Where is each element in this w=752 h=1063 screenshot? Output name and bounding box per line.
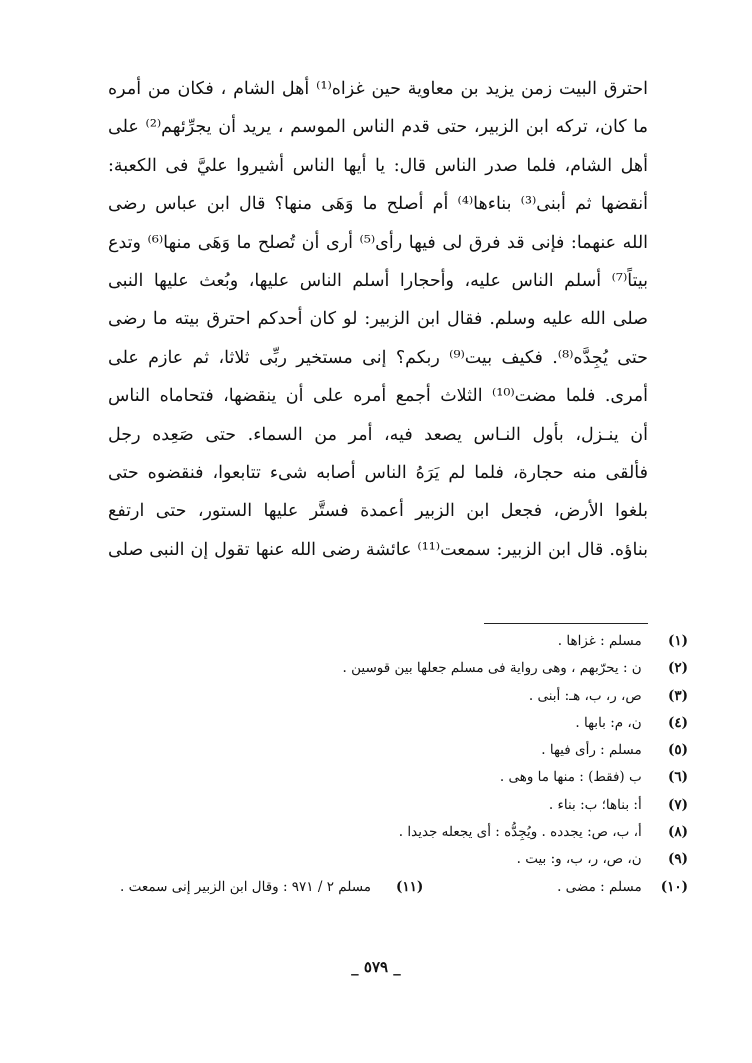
footnote-text: مسلم ٢ / ٩٧١ : وقال ابن الزبير إنى سمعت . [120,878,371,895]
footnote [120,874,688,901]
text-line: احترق البيت زمن يزيد بن معاوية حين غزاه⁽¹⁾ أهل الشام ، فكان من أمره [108,79,648,99]
footnote-number: (٩) [667,851,688,868]
text-line: ما كان، تركه ابن الزبير، حتى قدم الناس الموسم ، يريد أن يجرِّئهم⁽²⁾ على [108,117,648,138]
footnote [120,683,688,710]
footnote [120,710,688,737]
footnote-number: (٣) [667,687,688,704]
text-line: بناؤه. قال ابن الزبير: سمعت⁽¹¹⁾ عائشة رضى الله عنها تقول إن النبى صلى [108,539,648,560]
text-line: الله عنهما: فإنى قد فرق لى فيها رأى⁽⁵⁾ أرى أن تُصلح ما وَهَى منها⁽⁶⁾ وتدع [108,232,648,253]
footnote-text: ن : يحرّبهم ، وهى رواية فى مسلم جعلها بين قوسين . [342,660,642,677]
footnote-text: مسلم : مضى . [557,878,642,895]
text-line: بلغوا الأرض، فجعل ابن الزبير أعمدة فستَّر عليها الستور، حتى ارتفع [108,501,648,522]
footnote-number: (١) [667,633,688,649]
footnote-text: مسلم : غزاها . [557,633,642,649]
footnote-11 [120,874,423,901]
text-line: أمرى. فلما مضت⁽¹⁰⁾ الثلاث أجمع أمره على أن ينقضها، فتحاماه الناس [108,386,648,407]
text-line: بيتاً⁽⁷⁾ أسلم الناس عليه، وأحجارا أسلم الناس عليها، وبُعث عليها النبى [108,270,648,291]
text-line: فألقى منه حجارة، فلما لم يَرَهُ الناس أصابه شىء تتابعوا، فنقضوه حتى [108,462,648,483]
footnote-text: ن، ص، ر، ب، و: بيت . [516,851,642,868]
footnote-divider [484,623,648,624]
text-line: أنقضها ثم أبنى⁽³⁾ بناءها⁽⁴⁾ أم أصلح ما وَهَى منها؟ قال ابن عباس رضى [108,194,648,215]
footnote-number: (٥) [667,742,688,759]
text-line: حتى يُجِدَّه⁽⁸⁾. فكيف بيت⁽⁹⁾ ربكم؟ إنى مستخير ربِّى ثلاثا، ثم عازم على [108,347,648,368]
footnote-number: (٧) [667,796,688,813]
main-text [108,70,648,569]
footnote-text: مسلم : رأى فيها . [541,742,642,759]
footnotes [120,628,688,901]
text-line: أهل الشام، فلما صدر الناس قال: يا أيها الناس أشيروا عليَّ فى الكعبة: [108,155,648,176]
footnote-text: ن، م: بابها . [575,714,642,731]
footnote-text: أ: بناها؛ ب: بناء . [548,796,642,813]
footnote [120,792,688,819]
footnote [120,628,688,655]
page-number: _ ٥٧٩ _ [351,958,401,976]
footnote-text: ص، ر، ب، هـ: أبنى . [528,687,642,704]
footnote-number: (١١) [396,878,424,895]
text-line: صلى الله عليه وسلم. فقال ابن الزبير: لو كان أحدكم احترق بيته ما رضى [108,309,648,330]
footnote [120,764,688,791]
footnote-number: (٦) [667,769,688,786]
footnote-number: (٢) [667,660,688,677]
footnote-number: (٤) [667,714,688,731]
footnote-text: ب (فقط) : منها ما وهى . [499,769,642,786]
footnote-number: (١٠) [660,878,688,895]
footnote [120,819,688,846]
footnote [120,655,688,682]
text-line: أن ينـزل، بأول النـاس يصعد فيه، أمر من السماء. حتى صَعِده رجل [108,424,648,445]
footnote-text: أ، ب، ص: يجدده . ويُجِدُّه : أى يجعله جديدا . [398,824,642,841]
footnote [120,737,688,764]
footnote [120,846,688,873]
footnote-number: (٨) [667,824,688,841]
